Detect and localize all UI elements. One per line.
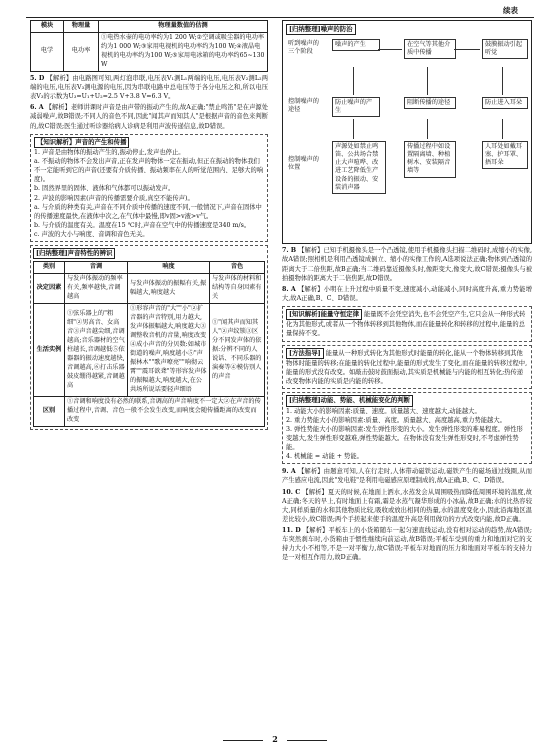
answer-9 <box>282 467 532 485</box>
connector <box>454 49 480 50</box>
connector <box>502 119 503 139</box>
answer-11-text: 【解析】平板车上的小货箱随车一起匀速直线运动,没有相对运动的趋势,故A错误;车突然刹车时,小货箱由于惯性继续向前运动,故B错误;平板车受到的重力和地面对它的支持力大小不相等,不是一对平衡力,故C错误;平板车对地面的压力和地面对平板车的支持力是一对相互作用力,故D正确。 <box>282 527 532 562</box>
row-label-difference: 区别 <box>34 397 65 427</box>
table-header-quantity: 物理量 <box>64 21 99 33</box>
answer-6 <box>30 103 268 130</box>
control-source: 防止噪声的产生 <box>332 97 380 117</box>
position-path: 传播过程中如设置隔离墙、种植树木、安装隔音墙等 <box>404 141 456 177</box>
knowledge-line: b. 与介质的温度有关。温度在15 ℃时,声音在空气中的传播速度是340 m/s。 <box>34 221 251 229</box>
row-label-factors: 决定因素 <box>34 274 65 304</box>
page-number-dash-left <box>223 740 263 741</box>
answer-9-number: 9. A <box>282 468 296 476</box>
answer-5 <box>30 74 268 101</box>
table-header-timbre: 音色 <box>210 262 265 274</box>
knowledge-box-energy <box>282 306 532 342</box>
answer-7-text: 【解析】已知手机摄像头是一个凸透镜,使用手机摄像头扫描二维码时,成缩小的实像,故A错误;照相机是利用凸透镜成倒立、缩小的实像工作的,A选项说法正确;物体到凸透镜的距离大于二倍焦距,故B正确;当二维码靠近摄像头时,像距变大,像变大,故C错误;摄像头与被拍摄物体的距离大于二倍焦距,故D错误。 <box>282 247 532 282</box>
knowledge-line: 1. 声音是由物体的振动产生的,振动停止,发声也停止。 <box>34 148 185 156</box>
knowledge-line: c. 声波的大小与响度、音调和音色无关。 <box>34 231 149 239</box>
row-label-examples: 生活实例 <box>34 304 65 397</box>
table-header-value: 物理量数值的估测 <box>99 21 268 33</box>
knowledge-box-energy-title: [知识解析]能量守恒定律 <box>286 309 362 320</box>
noise-flowchart <box>286 35 528 240</box>
summary-box-energy-title: [归纳整理]动能、势能、机械能变化的判断 <box>286 395 413 406</box>
answer-5-number: 5. D <box>30 74 45 82</box>
answer-8-text: 【解析】小明在上升过程中质量不变,速度减小,动能减小,同时高度升高,重力势能增大,故A正确,B、C、D错误。 <box>282 285 532 302</box>
control-ear: 防止进入耳朵 <box>482 97 528 109</box>
answer-11 <box>282 526 532 563</box>
knowledge-line: a. 不振动的物体不会发出声音,正在发声的物体一定在振动,但正在振动的物体我们不一定能听到它的声音(还要有介质传播、振动频率在人的听觉范围内、足够大的响度)。 <box>34 158 264 184</box>
answer-11-number: 11. D <box>282 527 301 534</box>
table-cell: ①"闻其声而知其人"②声纹锁③区分不同发声体的依据:分辨不同的人说话、不同乐器的演奏等④模仿别人的声音 <box>210 304 265 397</box>
knowledge-line: 2. 声波的影响因素(声音的传播需要介质,真空不能传声)。 <box>34 194 194 202</box>
answer-8-number: 8. A <box>282 285 296 293</box>
table-cell-value: ①电热水壶的电功率约为1 200 W;②空调或吸尘器的电功率约为1 000 W;③家用电视机的电功率约为100 W;④液晶电视机的电功率约为100 W;⑤家用电冰箱的电功率约65~130 W <box>99 32 268 71</box>
knowledge-box-sound-title: 【知识解析】声音的产生和传播 <box>34 137 129 148</box>
table-cell: 与发声体振动的振幅有关,振幅越大,响度越大 <box>128 274 210 304</box>
table-cell-difference: ①音调和响度没有必然的联系,音调高的声音响度不一定大②在声音的传播过程中,音调、音色一般不会发生改变,而响度会随传播距离的改变而改变 <box>65 397 265 427</box>
position-source: 声源处如禁止鸣笛、公共场合禁止大声喧哗、改进工艺降低生产设备的振动、安装消声器 <box>332 141 386 193</box>
table-cell: 与发声体的材料和结构等自身因素有关 <box>210 274 265 304</box>
table-header-loudness: 响度 <box>128 262 210 274</box>
noise-control-diagram <box>282 20 532 244</box>
knowledge-line: b. 固然界里的固体、液体和气体都可以振动发声。 <box>34 185 175 193</box>
connector <box>427 119 428 139</box>
table-cell: ①弦乐器上的"粗细"②男高音、女高音③声音越尖细,音调越高;音乐器材的空气柱越长,音调越低⑤依器器的振动速度越快,音调越高,⑥打击乐器鼓皮绷得越紧,音调越高 <box>65 304 128 397</box>
right-column <box>282 20 532 565</box>
method-box-title: [方法指导] <box>286 348 324 359</box>
page-number <box>0 734 550 746</box>
knowledge-box-sound <box>30 134 268 243</box>
knowledge-box-energy-text: 能量既不会凭空消失,也不会凭空产生,它只会从一种形式转化为其他形式,或者从一个物体转移到其他物体,而在能量转化和转移的过程中,能量的总量保持不变。 <box>286 311 526 338</box>
table-cell: 与发声体振动的频率有关,频率越快,音调越高 <box>65 274 128 304</box>
summary-line: 3. 弹性势能大小的影响因素:发生弹性形变的大小。发生弹性形变的难易程度。弹性形变越大,发生弹性形变越难,弹性势能越大。在物体没有发生弹性形变时,不考虑弹性势能。 <box>286 425 523 451</box>
answer-10-number: 10. C <box>282 488 301 496</box>
stage-label-position: 控制噪声的位置 <box>286 155 324 173</box>
answer-6-number: 6. A <box>30 104 44 112</box>
connector <box>353 67 354 95</box>
summary-line: 2. 重力势能大小的影响因素:质量、高度。质量越大、高度越高,重力势能越大。 <box>286 416 506 424</box>
table-cell: ①形容声音的"大""小"②扩音器的声音特别,用力越大,发声体振幅越大,响度越大③调整收音机的音量,响度改变④成小声音的分贝数:如城市街道的噪声,响度越小⑤"声振林木""歌声嘹亮""响彻云霄""震耳欲聋"等形容发声体的振幅越大,响度越大,在公共场所说话要轻声细语 <box>128 304 210 397</box>
noise-control-title: [归纳整理]噪声的防治 <box>286 24 356 35</box>
answer-8 <box>282 285 532 303</box>
estimation-table <box>30 20 268 72</box>
summary-line: 1. 动能大小的影响因素:质量、速度。质量越大、速度越大,动能越大。 <box>286 407 481 415</box>
answer-9-text: 【解析】由题意可知,人在行走时,人体带动磁铁运动,磁铁产生的磁场通过线圈,从而产生感应电流,因此"发电鞋"是利用电磁感应原理制成的,故A正确,B、C、D错误。 <box>282 468 532 485</box>
answer-10 <box>282 488 532 525</box>
continued-label: 续表 <box>503 6 518 15</box>
connector <box>378 49 402 50</box>
table-header-category: 类别 <box>34 262 65 274</box>
stage-label-paths: 控制噪声的途径 <box>286 97 324 115</box>
table-header-pitch: 音调 <box>65 262 128 274</box>
left-column <box>30 20 268 433</box>
header-rule <box>26 17 534 18</box>
stage-noise-source: 噪声的产生 <box>332 39 380 51</box>
answer-6-text: 【解析】老师讲课时声音是由声带的振动产生的,故A正确;"禁止鸣笛"是在声源处减弱噪声,故B错误;不同人的音色不同,因此"闻其声而知其人"是根据声音的音色来判断的,故C错误;医生通过听诊器给病人诊病是利用声波传递信息,故D错误。 <box>30 104 268 130</box>
sound-characteristics-box <box>30 245 268 430</box>
answer-10-text: 【解析】夏天的时候,在地面上洒水,水蒸发会从周围吸热而降低周围环境的温度,故A正确;冬天的早上,有时地面上有霜,霜是水蒸气凝华形成的小冰晶,故B正确;水的比热容较大,同样质量的水和其他物质比较,吸收或放出相同的热量,水的温度变化小,因此沿海地区温差比较小,故C错误;两个手搓起来使手的温度升高是利用做功的方式改变内能,故D正确。 <box>282 488 532 523</box>
stage-label-hearing: 听到噪声的三个阶段 <box>286 39 324 57</box>
summary-box-energy <box>282 392 532 464</box>
knowledge-line: a. 与介质的种类有关,声音在不同介质中传播的速度不同,一般情况下,声音在固体中的传播速度最快,在液体中次之,在气体中最慢,即v固>v液>v气。 <box>34 203 262 220</box>
connector <box>427 67 428 95</box>
page-number-dash-right <box>287 740 327 741</box>
sound-characteristics-table <box>33 261 265 427</box>
method-box-text: 能量从一种形式转化为其他形式时能量的转化,能从一个物体转移到其他物体时能量的转移;在能量的转化过程中,能量的形式发生了变化,而在能量的转移过程中,能量的形式没有改变。如敲击鼓时鼓面振动,其实质是机械能与内能的相互转化;热传递改变物体内能的实质是内能的转移。 <box>286 349 528 386</box>
table-cell-module: 电学 <box>31 32 64 71</box>
summary-line: 4. 机械能 = 动能 + 势能。 <box>286 453 363 461</box>
connector <box>502 67 503 95</box>
table-cell-quantity: 电功率 <box>64 32 99 71</box>
control-path: 阻断传播的途径 <box>404 97 456 109</box>
answer-5-text: 【解析】由电路图可知,两灯泡串联,电压表V₁测L₁两端的电压,电压表V₂测L₂两端的电压,电压表V₃测电源的电压,因为串联电路中总电压等于各分电压之和,所以电压表V₃的示数为U₃=U₁+U₂=2.5 V+3.8 V=6.3 V。 <box>30 74 268 101</box>
stage-eardrum: 鼓膜振动引起听觉 <box>482 39 528 59</box>
connector <box>353 119 354 139</box>
position-ear: 人耳处如戴耳塞、护耳罩、捂耳朵 <box>482 141 528 169</box>
sound-characteristics-title: [归纳整理]声音特性的辨识 <box>33 248 115 259</box>
answer-7-number: 7. B <box>282 247 297 255</box>
answer-7 <box>282 246 532 283</box>
table-header-module: 模块 <box>31 21 64 33</box>
page-number-value: 2 <box>272 734 278 745</box>
method-box <box>282 345 532 390</box>
stage-noise-transmission: 在空气等其他介质中传播 <box>404 39 456 59</box>
